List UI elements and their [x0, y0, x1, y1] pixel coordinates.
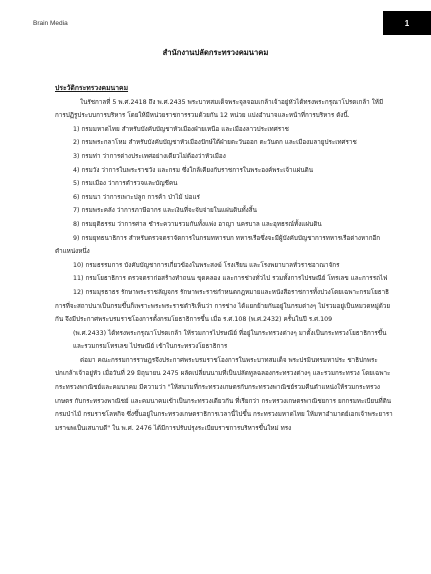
page-header — [22, 12, 431, 38]
list-item: 7) กรมพระคลัง ว่าการภาษีอากร และเงินที่จะจับจ่ายในแผ่นดินทั้งสิ้น — [73, 207, 257, 215]
list-item: 3) กรมท่า ว่าการต่างประเทศอย่างเดียวไม่ต้องว่าหัวเมือง — [73, 152, 226, 160]
document-title: สำนักงานปลัดกระทรวงคมนาคม — [162, 48, 269, 57]
list-item: 8) กรมยุติธรรม ว่าการศาล ชำระความรวมกันทั้งแพ่ง อาญา นครบาล และอุทธรณ์ทั้งแผ่นดิน — [73, 220, 322, 228]
list-item: 5) กรมเมือง ว่าการตำรวจและบัญชีคน — [73, 180, 178, 188]
page-number-badge — [383, 11, 431, 35]
list-item: 10) กรมธรรมการ บังคับบัญชาการเกี่ยวข้องในพระสงฆ์ โรงเรียน และโรงพยาบาลทั่วราชอาณาจักร — [73, 261, 340, 269]
list-item: 9) กรมยุทธนาธิการ สำหรับตรวจตราจัดการในกรมทหารบก ทหารเรือซึ่งจะมีผู้บังคับบัญชาการทหารเรือต่างหากอีกตำแหน่งหนึ่ง — [55, 234, 381, 256]
list-item: 11) กรมโยธาธิการ ตรวจตราก่อสร้างทำถนน ขุดคลอง และการช่างทั่วไป รวมทั้งการไปรษณีย์ โทรเลข และการรถไฟ — [73, 275, 388, 283]
list-item: 2) กรมพระกลาโหม สำหรับบังคับบัญชาหัวเมืองปักษ์ใต้ฝ่ายตะวันออก ตะวันตก และเมืองมลายูประเทศราช — [73, 139, 357, 147]
list-item: 4) กรมวัง ว่าการในพระราชวัง และกรม ซึ่งใกล้เคียงกับราชการในพระองค์พระเจ้าแผ่นดิน — [73, 166, 314, 174]
section-heading: ประวัติกระทรวงคมนาคม — [55, 84, 129, 92]
list-item: 12) กรมมุรธาธร รักษาพระราชลัญจกร รักษาพระราชกำหนดกฎหมายและหนังสือราชการทั้งปวงโดยเฉพาะกรมโยธาธิการที่จะสถาปนาเป็นกรมขึ้นก็เพราะพระพระราชดำริเห็นว่า การช่าง ได้แยกย้ายกันอยู่ในกรมต่างๆ ไม่รวมอยู่เป็นหมวดหมู่ด้วยกัน จึงมีประกาศพระบรมราชโองการตั้งกรมโยธาธิการขึ้น เมื่อ ร.ศ.108 (พ.ศ.2432) ครั้นในปี ร.ศ.109 — [55, 288, 391, 324]
page-number: 1 — [404, 18, 410, 28]
list-item: 1) กรมมหาดไทย สำหรับบังคับบัญชาหัวเมืองฝ่ายเหนือ และเมืองลาวประเทศราช — [73, 125, 289, 133]
continued-paragraph: (พ.ศ.2433) ได้ทรงพระกรุณาโปรดเกล้า ให้รวมการไปรษณีย์ ที่อยู่ในกระทรวงต่างๆ มาตั้งเป็นกระทรวงโยธาธิการขึ้น และรวมกรมโทรเลข ไปรษณีย์ เข้าในกระทรวงโยธาธิการ — [73, 329, 387, 351]
brand-label: Brain Media — [33, 20, 68, 27]
list-item: 6) กรมนา ว่าการเพาะปลูก การค้า ป่าไม้ บ่อแร่ — [73, 193, 200, 201]
document-body — [55, 82, 393, 435]
intro-paragraph: ในรัชกาลที่ 5 พ.ศ.2418 ถึง พ.ศ.2435 พระบาทสมเด็จพระจุลจอมเกล้าเจ้าอยู่หัวได้ทรงพระกรุณาโปรดเกล้า ให้มีการปฏิรูประบบการบริหาร โดยให้มีหน่วยราชการรวมด้วยกัน 12 หน่วย แบ่งอำนาจและหน้าที่การบริหาร ดังนี้. — [55, 98, 384, 120]
closing-paragraph: ต่อมา คณะกรรมการราษฎรจึงประกาศพระบรมราชโองการในพระบาทสมเด็จ พระปรมินทรมหาประ ชาธิปกพระปกเกล้าเจ้าอยู่หัว เมื่อวันที่ 29 มิถุนายน 2475 ผลัดเปลี่ยนนามที่เป็นปลัดทูลฉลองกระทรวงต่างๆ และรวมกระทรวง โดยเฉพาะกระทรวงพาณิชย์และคมนาคม มีความว่า "ให้สนามที่กระทรวงเกษตรกับกระทรวงพาณิชย์รวมคืนตำแหน่งให้รวมกระทรวงเกษตร กับกระทรวงพาณิชย์ และคมนาคมเข้าเป็นกระทรวงเดียวกัน ที่เรียกว่า กระทรวงเกษตรพาณิชยการ ยกกรมทะเบียนที่ดิน กรมป่าไม้ กรมราชโลหกิจ ซึ่งขึ้นอยู่ในกระทรวงเกษตราธิการเวลานี้ไปขึ้น กระทรวงมหาดไทย ให้มหาอำมาตย์เอกเจ้าพระยารามราฆพเป็นเสนาบดี" ใน พ.ศ. 2476 ได้มีการปรับปรุงระเบียบราชการบริหารขึ้นใหม่ ทรง — [55, 356, 393, 432]
